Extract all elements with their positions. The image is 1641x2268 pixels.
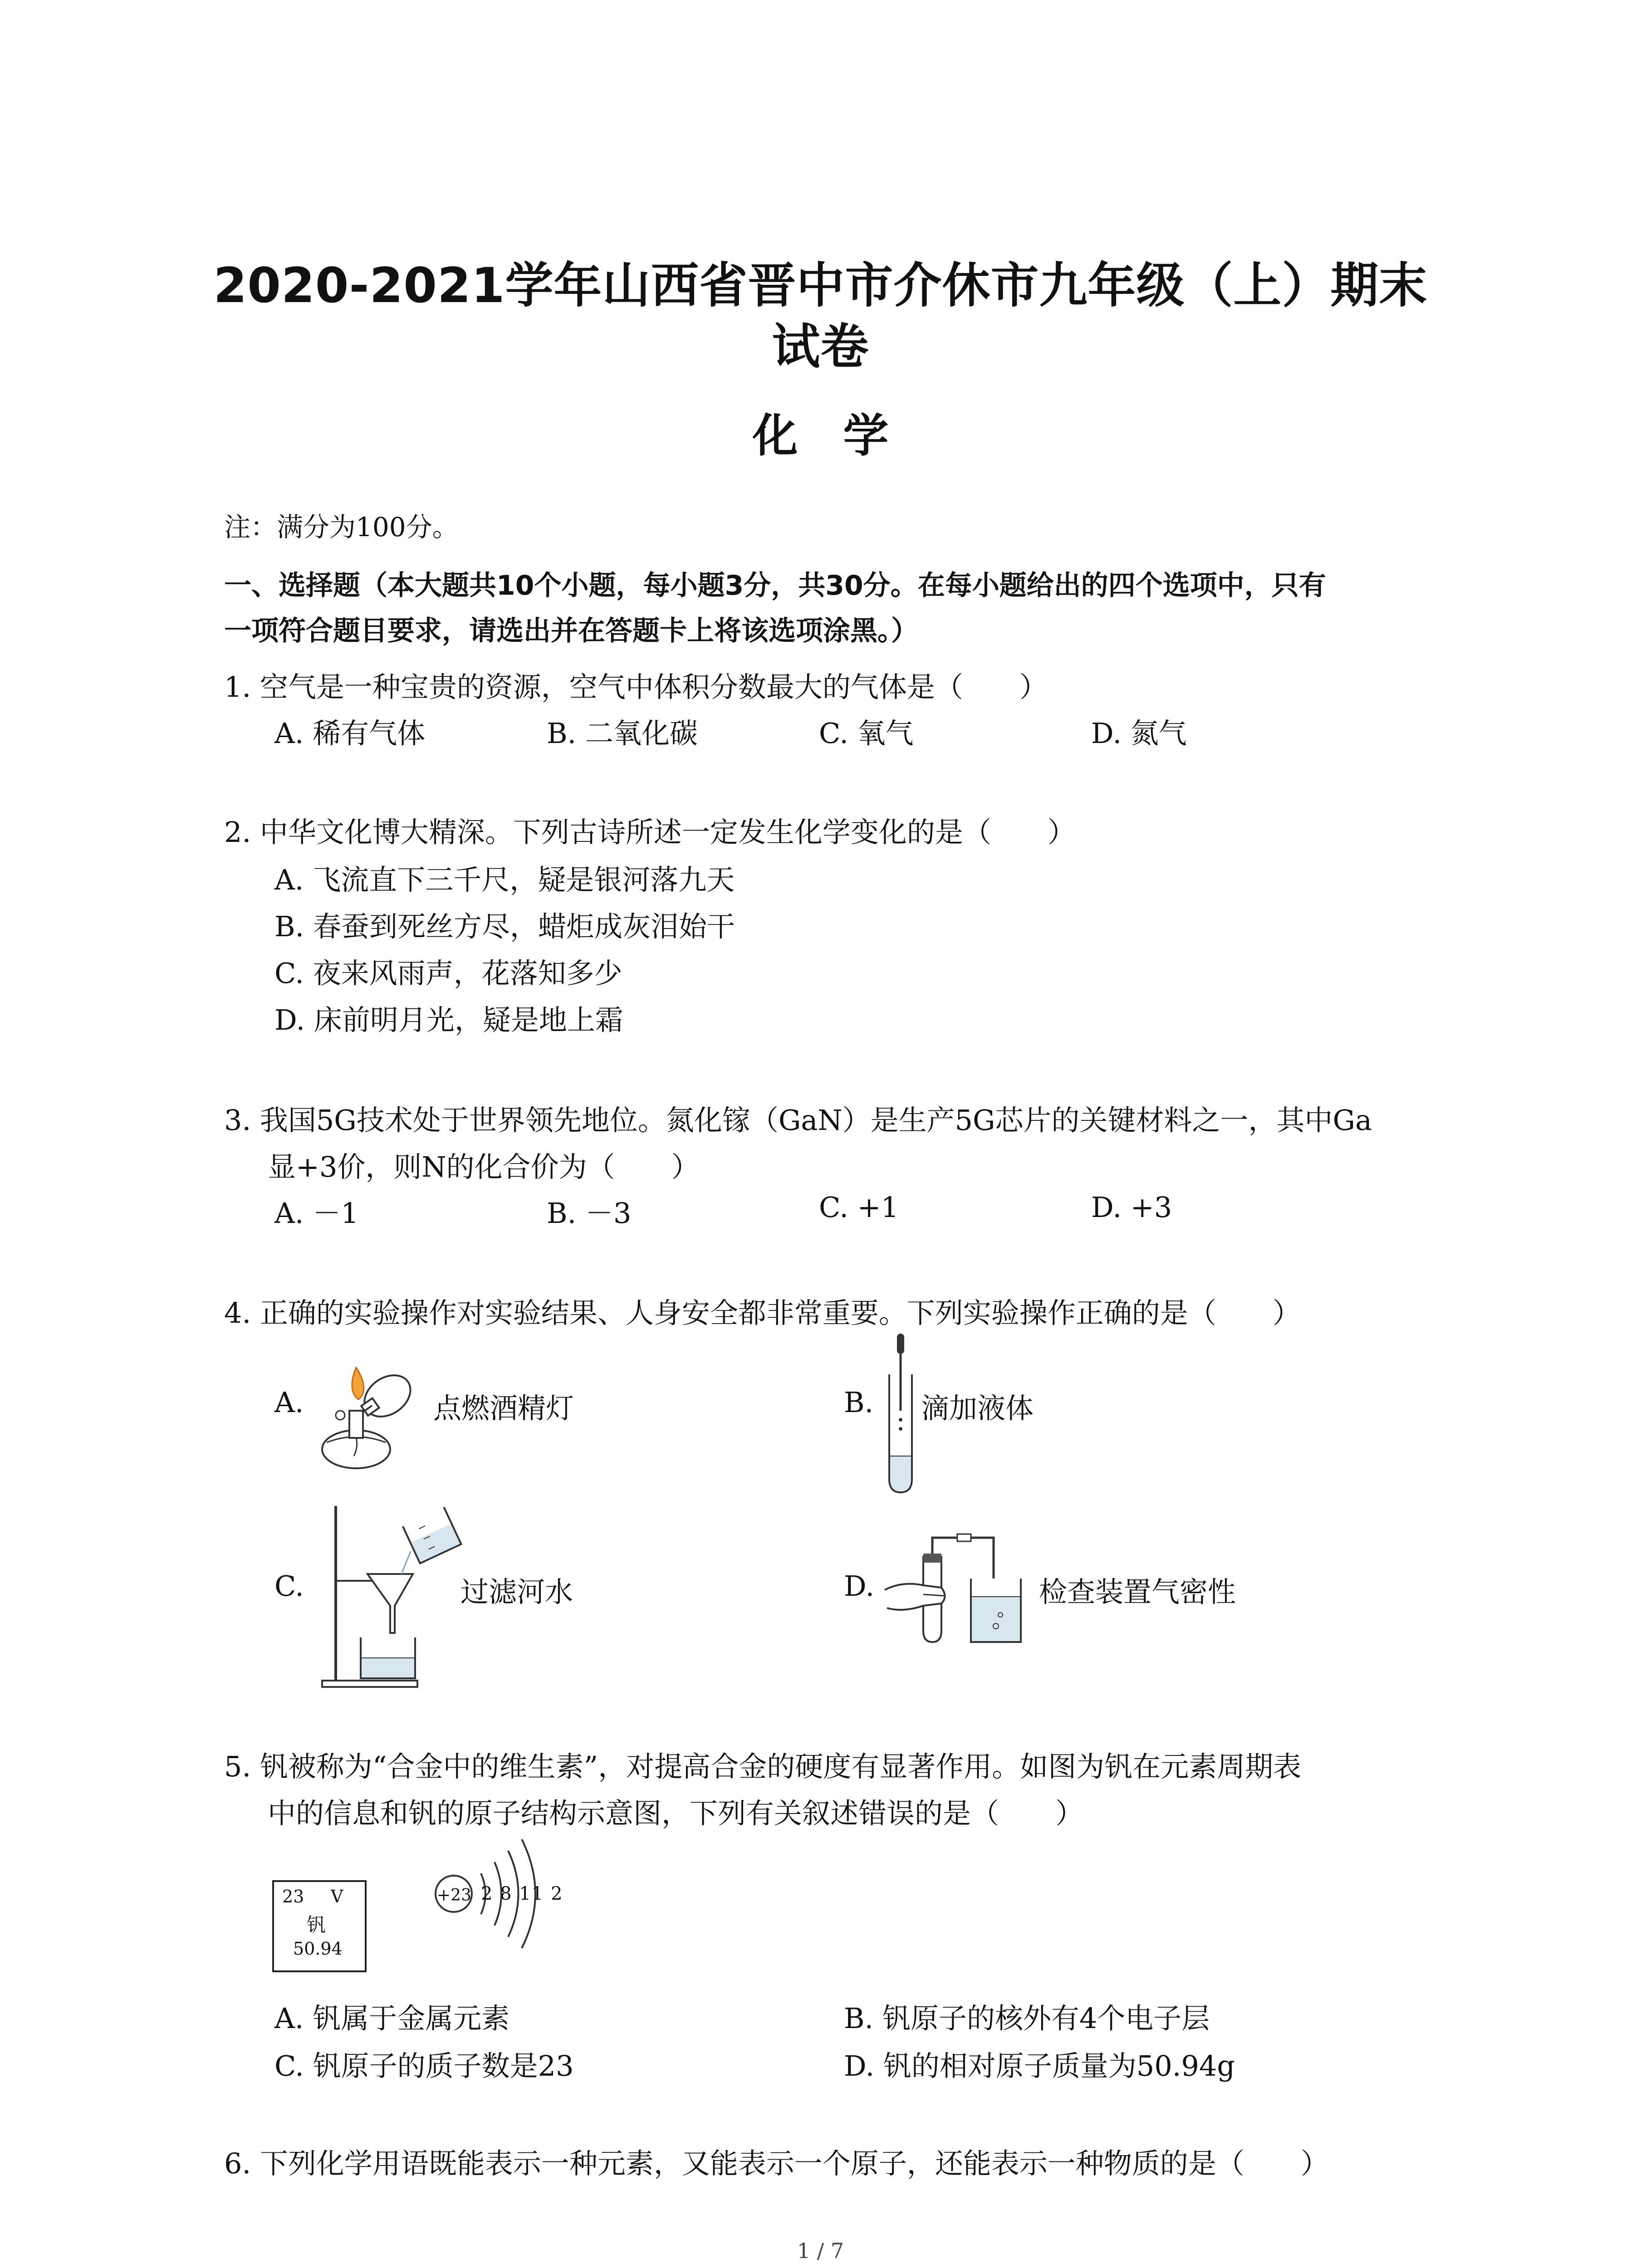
q2-option-a: A. 飞流直下三千尺，疑是银河落九天 <box>274 863 735 896</box>
question-1-stem: 1. 空气是一种宝贵的资源，空气中体积分数最大的气体是（ ） <box>224 670 1048 704</box>
dropper-test-tube-illustration <box>882 1334 919 1497</box>
q1-option-d: D. 氮气 <box>1091 717 1187 750</box>
q3-option-a: A. －1 <box>274 1197 359 1230</box>
q3-option-c: C. +1 <box>819 1191 899 1224</box>
question-6-stem: 6. 下列化学用语既能表示一种元素，又能表示一个原子，还能表示一种物质的是（ ） <box>224 2147 1329 2180</box>
question-4-stem: 4. 正确的实验操作对实验结果、人身安全都非常重要。下列实验操作正确的是（ ） <box>224 1296 1301 1330</box>
element-name: 钒 <box>307 1914 326 1936</box>
q5-option-c: C. 钒原子的质子数是23 <box>274 2049 574 2082</box>
question-3-stem-line1: 3. 我国5G技术处于世界领先地位。氮化镓（GaN）是生产5G芯片的关键材料之一，其中Ga <box>224 1104 1372 1137</box>
q2-option-d: D. 床前明月光，疑是地上霜 <box>274 1003 623 1036</box>
q4-option-c: C. <box>274 1569 304 1603</box>
atomic-mass: 50.94 <box>293 1939 343 1959</box>
q4-option-b: B. <box>844 1386 874 1419</box>
q4-caption-b: 滴加液体 <box>921 1392 1034 1425</box>
question-3-stem-line2: 显+3价，则N的化合价为（ ） <box>268 1150 700 1183</box>
q1-option-b: B. 二氧化碳 <box>547 717 698 750</box>
q1-option-c: C. 氧气 <box>819 717 914 750</box>
q4-caption-a: 点燃酒精灯 <box>433 1392 574 1425</box>
subject-title: 化学 <box>752 409 934 462</box>
periodic-table-cell <box>272 1880 367 1972</box>
nucleus-charge: +23 <box>437 1886 471 1905</box>
q5-option-b: B. 钒原子的核外有4个电子层 <box>844 2002 1210 2035</box>
filtration-apparatus-illustration <box>318 1501 463 1692</box>
section-heading-line2: 一项符合题目要求，请选出并在答题卡上将该选项涂黑。） <box>224 615 918 647</box>
exam-title-line1: 2020-2021学年山西省晋中市介休市九年级（上）期末 <box>213 258 1428 313</box>
question-5-stem-line2: 中的信息和钒的原子结构示意图，下列有关叙述错误的是（ ） <box>268 1797 1084 1830</box>
question-2-stem: 2. 中华文化博大精深。下列古诗所述一定发生化学变化的是（ ） <box>224 816 1076 849</box>
q1-option-a: A. 稀有气体 <box>274 717 426 750</box>
element-symbol: V <box>331 1887 343 1906</box>
q5-option-a: A. 钒属于金属元素 <box>274 2002 510 2035</box>
q2-option-b: B. 春蚕到死丝方尽，蜡炬成灰泪始干 <box>274 910 735 943</box>
q2-option-c: C. 夜来风雨声，花落知多少 <box>274 957 622 990</box>
q4-option-d: D. <box>844 1569 875 1603</box>
q4-caption-d: 检查装置气密性 <box>1039 1575 1236 1608</box>
q4-option-a: A. <box>274 1386 304 1419</box>
score-note: 注：满分为100分。 <box>224 512 459 543</box>
lighting-alcohol-lamp-illustration <box>313 1349 431 1472</box>
q3-option-b: B. －3 <box>547 1197 632 1230</box>
section-heading-line1: 一、选择题（本大题共10个小题，每小题3分，共30分。在每小题给出的四个选项中，只有 <box>224 570 1326 601</box>
atomic-number: 23 <box>282 1887 304 1906</box>
exam-title-line2: 试卷 <box>772 319 869 375</box>
q4-caption-c: 过滤河水 <box>460 1575 573 1608</box>
q5-option-d: D. 钒的相对原子质量为50.94g <box>844 2049 1235 2082</box>
electron-shell-counts: 2 8 11 2 <box>481 1883 563 1904</box>
page-number: 1 / 7 <box>797 2239 844 2263</box>
q3-option-d: D. +3 <box>1091 1191 1172 1224</box>
question-5-stem-line1: 5. 钒被称为“合金中的维生素”，对提高合金的硬度有显著作用。如图为钒在元素周期表 <box>224 1750 1302 1783</box>
airtightness-check-illustration <box>885 1529 1034 1651</box>
